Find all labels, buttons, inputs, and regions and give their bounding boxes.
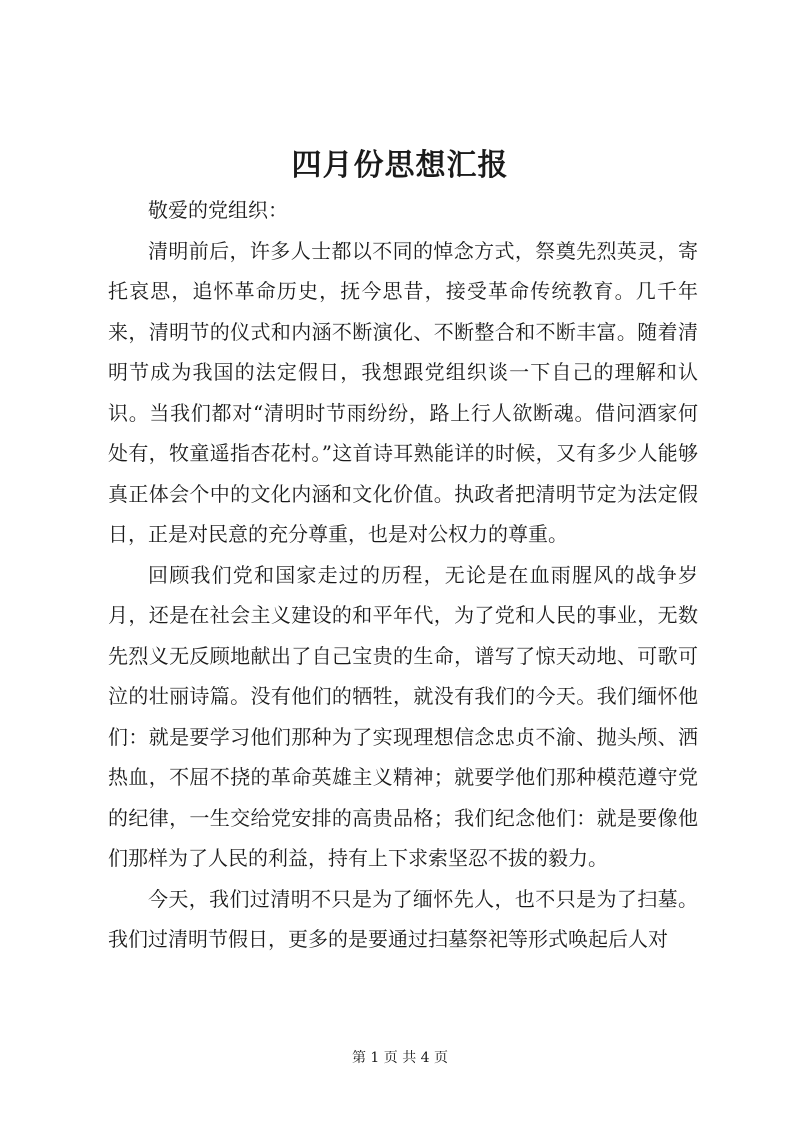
paragraph-2: 回顾我们党和国家走过的历程，无论是在血雨腥风的战争岁月，还是在社会主义建设的和平年代，为了党和人民的事业，无数先烈义无反顾地献出了自己宝贵的生命，谱写了惊天动地、可歌可泣的壮丽诗篇。没有他们的牺牲，就没有我们的今天。我们缅怀他们：就是要学习他们那种为了实现理想信念忠贞不渝、抛头颅、洒热血，不屈不挠的革命英雄主义精神；就要学他们那种模范遵守党的纪律，一生交给党安排的高贵品格；我们纪念他们：就是要像他们那样为了人民的利益，持有上下求索坚忍不拔的毅力。 [108, 562, 698, 870]
salutation: 敬爱的党组织： [148, 198, 288, 222]
page-footer [0, 1047, 800, 1067]
document-body [108, 190, 698, 960]
page-title: 四月份思想汇报 [291, 148, 509, 183]
paragraph-1: 清明前后，许多人士都以不同的悼念方式，祭奠先烈英灵，寄托哀思，追怀革命历史，抚今思昔，接受革命传统教育。几千年来，清明节的仪式和内涵不断演化、不断整合和不断丰富。随着清明节成为我国的法定假日，我想跟党组织谈一下自己的理解和认识。当我们都对“清明时节雨纷纷，路上行人欲断魂。借问酒家何处有，牧童遥指杏花村。”这首诗耳熟能详的时候，又有多少人能够真正体会个中的文化内涵和文化价值。执政者把清明节定为法定假日，正是对民意的充分尊重，也是对公权力的尊重。 [108, 238, 698, 546]
paragraph-3: 今天，我们过清明不只是为了缅怀先人，也不只是为了扫墓。我们过清明节假日，更多的是要通过扫墓祭祀等形式唤起后人对 [108, 886, 698, 951]
page-number: 第 1 页 共 4 页 [351, 1050, 449, 1066]
